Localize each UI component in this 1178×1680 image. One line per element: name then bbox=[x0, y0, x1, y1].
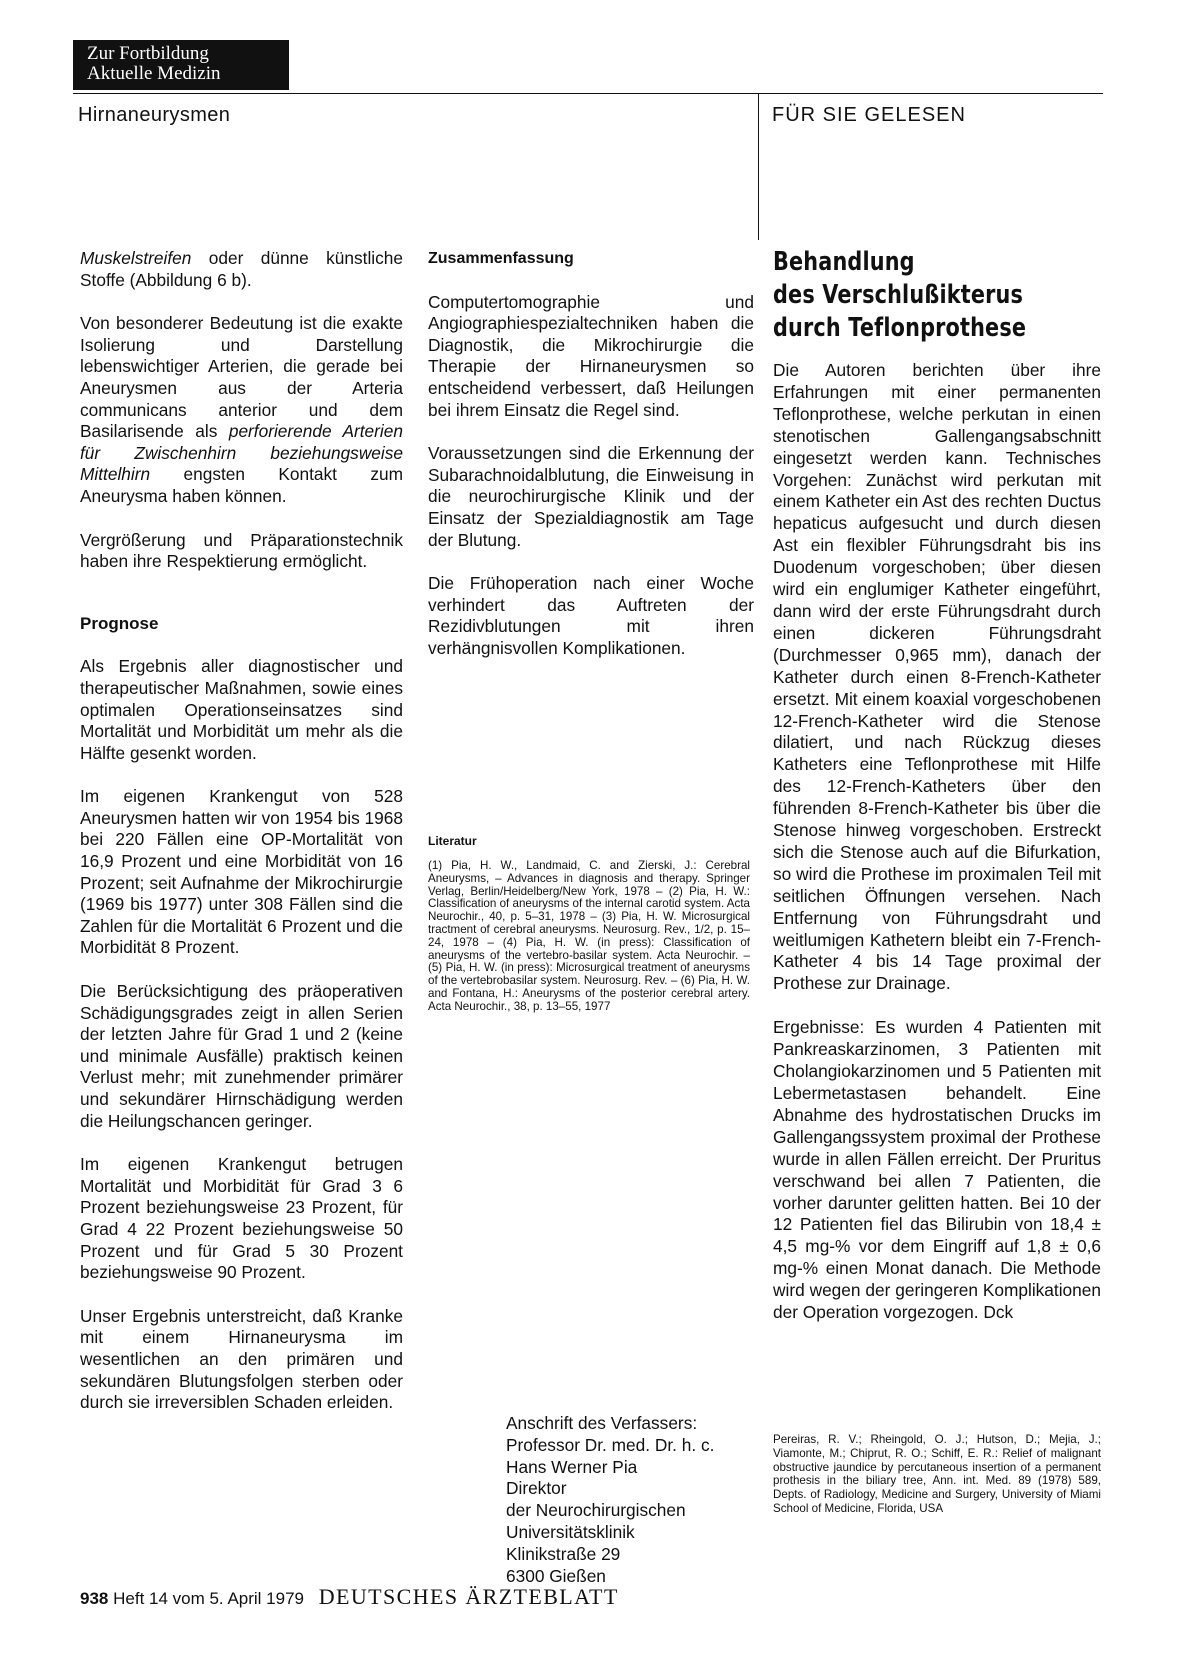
paragraph: Vergrößerung und Präparationstechnik haben ihre Respektierung ermöglicht. bbox=[80, 529, 403, 572]
paragraph: Voraussetzungen sind die Erkennung der Subarachnoidalblutung, die Einweisung in die neurochirurgische Klinik und der Einsatz der Spezialdiagnostik am Tage der Blutung. bbox=[428, 443, 754, 550]
address-line: Anschrift des Verfassers: bbox=[506, 1413, 698, 1433]
article-column-1 bbox=[80, 248, 403, 1436]
section-title-left: Hirnaneurysmen bbox=[78, 104, 231, 126]
section-title-right: FÜR SIE GELESEN bbox=[772, 104, 966, 126]
page-footer bbox=[80, 1584, 619, 1610]
paragraph bbox=[80, 248, 403, 291]
address-line: Klinikstraße 29 bbox=[506, 1543, 621, 1564]
reference-text: Pereiras, R. V.; Rheingold, O. J.; Hutson, D.; Mejia, J.; Viamonte, M.; Chiprut, R. O.; Schiff, E. R.: Relief of malignant obstructive jaundice by percutaneous insertion of a permanent prothesis in the biliary tree, Ann. int. Med. 89 (1978) 589, Depts. of Radiology, Medicine and Surgery, University of Miami School of Medicine, Florida, USA bbox=[773, 1433, 1101, 1515]
issue-info: Heft 14 vom 5. April 1979 bbox=[113, 1589, 304, 1608]
article-headline bbox=[773, 246, 1037, 345]
article-column-3 bbox=[773, 360, 1101, 1346]
text: engsten Kontakt zum Aneurysma haben können. bbox=[80, 464, 403, 506]
paragraph: Computertomographie und Angiographiespezialtechniken haben die Diagnostik, die Mikrochirurgie die Therapie der Hirnaneurysmen so entscheidend verbessert, daß Heilungen bei ihrem Einsatz die Regel sind. bbox=[428, 291, 754, 420]
text: oder dünne künstliche Stoffe (Abbildung 6 b). bbox=[80, 248, 403, 290]
section-heading: Prognose bbox=[80, 613, 159, 633]
paragraph: Die Frühoperation nach einer Woche verhindert das Auftreten der Rezidivblutungen mit ihren verhängnisvollen Komplikationen. bbox=[428, 573, 754, 658]
emphasis: perforierende Arterien für Zwischenhirn beziehungsweise Mittelhirn bbox=[80, 421, 403, 485]
badge-line-1: Zur Fortbildung bbox=[87, 43, 209, 64]
address-line: Universitätsklinik bbox=[506, 1521, 635, 1542]
section-badge bbox=[73, 40, 289, 90]
page-number: 938 bbox=[80, 1589, 109, 1608]
address-line: Hans Werner Pia bbox=[506, 1456, 638, 1477]
author-address bbox=[506, 1413, 714, 1587]
headline-line: des Verschlußikterus bbox=[773, 280, 1024, 310]
badge-line-2: Aktuelle Medizin bbox=[87, 63, 221, 84]
literature-list: (1) Pia, H. W., Landmaid, C. and Zierski, J.: Cerebral Aneurysms, – Advances in diagnosis and therapy. Springer Verlag, Berlin/Heidelberg/New York, 1978 – (2) Pia, H. W.: Classification of aneurysms of the internal carotid system. Acta Neurochir., 40, p. 5–31, 1978 – (3) Pia, H. W. Microsurgical tractment of cerebral aneurysms. Neurosurg. Rev., 1/2, p. 15–24, 1978 – (4) Pia, H. W. (in press): Classification of aneurysms of the vertebro-basilar system. Acta Neurochir. – (5) Pia, H. W. (in press): Microsurgical treatment of aneurysms of the vertebrobasilar system. Neurosurg. Rev. – (6) Pia, H. W. and Fontana, H.: Aneurysms of the posterior cerebral artery. Acta Neurochir., 38, p. 13–55, 1977 bbox=[428, 859, 750, 1013]
literature-heading: Literatur bbox=[428, 834, 477, 848]
address-line: Direktor bbox=[506, 1478, 567, 1499]
paragraph: Unser Ergebnis unterstreicht, daß Kranke mit einem Hirnaneurysma im wesentlichen an den primären und sekundären Blutungsfolgen sterben oder durch sie irreversiblen Schaden erleiden. bbox=[80, 1305, 403, 1413]
paragraph: Die Autoren berichten über ihre Erfahrungen mit einer permanenten Teflonprothese, welche perkutan in einen stenotischen Gallengangsabschnitt eingesetzt werden kann. Technisches Vorgehen: Zunächst wird perkutan mit einem Katheter ein Ast des rechten Ductus hepaticus aufgesucht und durch diesen Ast ein flexibler Führungsdraht bis ins Duodenum vorgeschoben; über diesen wird ein englumiger Katheter eingeführt, dann wird der erste Führungsdraht durch einen dickeren Führungsdraht (Durchmesser 0,965 mm), danach der Katheter durch einen 8-French-Katheter ersetzt. Mit einem koaxial vorgeschobenen 12-French-Katheter wird die Stenose dilatiert, und nach Rückzug dieses Katheters eine Teflonprothese mit Hilfe des 12-French-Katheters über den führenden 8-French-Katheter bis über die Stenose hinweg vorgeschoben. Erstreckt sich die Stenose auch auf die Bifurkation, so wird die Prothese im proximalen Teil mit seitlichen Öffnungen versehen. Nach Entfernung von Führungsdraht und weitlumigen Kathetern bleibt ein 7-French-Katheter 4 bis 14 Tage proximal der Prothese zur Drainage. bbox=[773, 360, 1101, 994]
paragraph: Im eigenen Krankengut betrugen Mortalität und Morbidität für Grad 3 6 Prozent beziehungsweise 23 Prozent, für Grad 4 22 Prozent beziehungsweise 50 Prozent und für Grad 5 30 Prozent beziehungsweise 90 Prozent. bbox=[80, 1154, 403, 1283]
headline-line: durch Teflonprothese bbox=[773, 313, 1027, 343]
paragraph: Als Ergebnis aller diagnostischer und therapeutischer Maßnahmen, sowie eines optimalen Operationseinsatzes sind Mortalität und Morbidität um mehr als die Hälfte gesenkt worden. bbox=[80, 656, 403, 763]
paragraph: Ergebnisse: Es wurden 4 Patienten mit Pankreaskarzinomen, 3 Patienten mit Cholangiokarzinomen und 5 Patienten mit Lebermetastasen behandelt. Eine Abnahme des hydrostatischen Drucks im Gallengangssystem proximal der Prothese wurde in allen Fällen erreicht. Der Pruritus verschwand bei allen 7 Patienten, die vorher darunter gelitten hatten. Bei 10 der 12 Patienten fiel das Bilirubin von 18,4 ± 4,5 mg-% vor dem Eingriff auf 1,8 ± 0,6 mg-% einen Monat danach. Die Methode wird wegen der geringeren Komplikationen der Operation vorgezogen. Dck bbox=[773, 1017, 1101, 1323]
magazine-title: DEUTSCHES ÄRZTEBLATT bbox=[318, 1584, 619, 1609]
header-rule bbox=[73, 93, 1103, 94]
address-line: 6300 Gießen bbox=[506, 1565, 606, 1586]
article-column-2 bbox=[428, 248, 754, 682]
paragraph bbox=[80, 313, 403, 507]
text: Von besonderer Bedeutung ist die exakte Isolierung und Darstellung lebenswichtiger Arterien, die gerade bei Aneurysmen aus der Arteria communicans anterior und dem Basilarisende als bbox=[80, 313, 403, 442]
column-divider bbox=[758, 94, 759, 240]
paragraph: Im eigenen Krankengut von 528 Aneurysmen hatten wir von 1954 bis 1968 bei 220 Fällen eine OP-Mortalität von 16,9 Prozent und eine Morbidität von 16 Prozent; seit Aufnahme der Mikrochirurgie (1969 bis 1977) unter 308 Fällen sind die Zahlen für die Mortalität 6 Prozent und die Morbidität 8 Prozent. bbox=[80, 786, 403, 958]
section-heading: Zusammenfassung bbox=[428, 250, 574, 267]
address-line: Professor Dr. med. Dr. h. c. bbox=[506, 1434, 715, 1455]
headline-line: Behandlung bbox=[773, 247, 915, 277]
emphasis: Muskelstreifen bbox=[80, 248, 192, 268]
paragraph: Die Berücksichtigung des präoperativen Schädigungsgrades zeigt in allen Serien der letzten Jahre für Grad 1 und 2 (keine und minimale Ausfälle) praktisch keinen Verlust mehr; mit zunehmender primärer und sekundärer Hirnschädigung werden die Heilungschancen geringer. bbox=[80, 981, 403, 1131]
address-line: der Neurochirurgischen bbox=[506, 1500, 686, 1521]
